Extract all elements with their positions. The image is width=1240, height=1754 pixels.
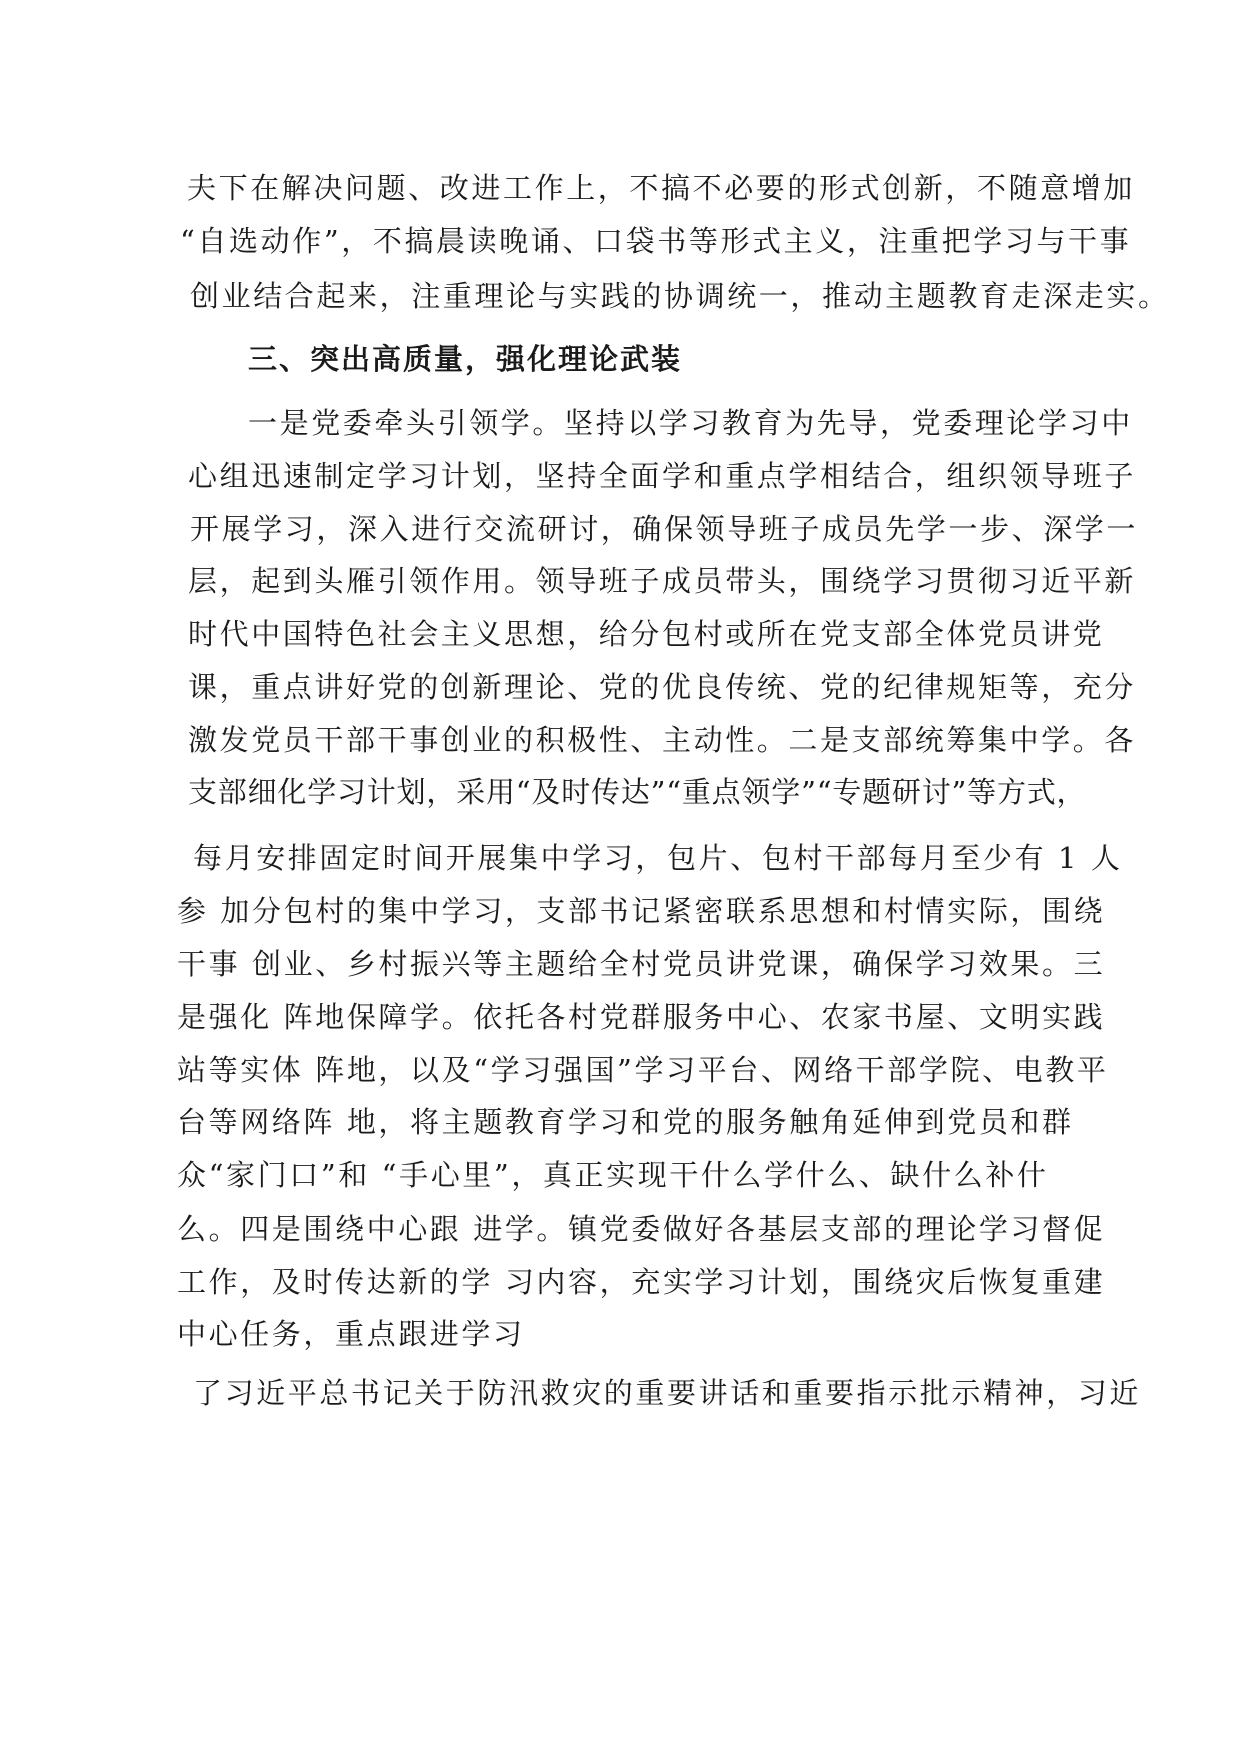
body-text-line: 夫下在解决问题、改进工作上，不搞不必要的形式创新，不随意增加 [187, 171, 1136, 205]
body-text-line: 开展学习，深入进行交流研讨，确保领导班子成员先学一步、深学一 [190, 512, 1139, 546]
section-heading: 三、突出高质量，强化理论武装 [248, 342, 683, 376]
body-text-line: 中心任务，重点跟进学习 [177, 1317, 525, 1351]
body-text-line: 课，重点讲好党的创新理论、党的优良传统、党的纪律规矩等，充分 [188, 670, 1137, 704]
body-text-line: 是强化 阵地保障学。依托各村党群服务中心、农家书屋、文明实践 [177, 1000, 1106, 1034]
body-text-line: 激发党员干部干事创业的积极性、主动性。二是支部统筹集中学。各 [188, 723, 1137, 757]
body-text-line: 工作，及时传达新的学 习内容，充实学习计划，围绕灾后恢复重建 [177, 1265, 1106, 1299]
body-text-line: 参 加分包村的集中学习，支部书记紧密联系思想和村情实际，围绕 [177, 894, 1106, 928]
body-text-line: 台等网络阵 地，将主题教育学习和党的服务触角延伸到党员和群 [177, 1105, 1074, 1139]
body-text-line: 干事 创业、乡村振兴等主题给全村党员讲党课，确保学习效果。三 [177, 947, 1106, 981]
body-text-line: 心组迅速制定学习计划，坚持全面学和重点学相结合，组织领导班子 [188, 459, 1137, 493]
body-text-line: 一是党委牵头引领学。坚持以学习教育为先导，党委理论学习中 [248, 406, 1133, 440]
body-text-line: 么。四是围绕中心跟 进学。镇党委做好各基层支部的理论学习督促 [177, 1212, 1106, 1246]
body-text-line: 站等实体 阵地，以及“学习强国”学习平台、网络干部学院、电教平 [177, 1053, 1109, 1087]
body-text-line: 众“家门口”和 “手心里”，真正实现干什么学什么、缺什么补什 [177, 1158, 1049, 1192]
body-text-line: 每月安排固定时间开展集中学习，包片、包村干部每月至少有 1 人 [193, 841, 1123, 875]
body-text-line: 时代中国特色社会主义思想，给分包村或所在党支部全体党员讲党 [188, 617, 1105, 651]
body-text-line: 创业结合起来，注重理论与实践的协调统一，推动主题教育走深走实。 [190, 279, 1170, 313]
body-text-line: 层，起到头雁引领作用。领导班子成员带头，围绕学习贯彻习近平新 [188, 564, 1137, 598]
body-text-line: 了习近平总书记关于防汛救灾的重要讲话和重要指示批示精神，习近 [193, 1376, 1142, 1410]
body-text-line: “自选动作”，不搞晨读晚诵、口袋书等形式主义，注重把学习与干事 [180, 224, 1132, 258]
body-text-line: 支部细化学习计划，采用“及时传达”“重点领学”“专题研讨”等方式， [188, 775, 1087, 809]
